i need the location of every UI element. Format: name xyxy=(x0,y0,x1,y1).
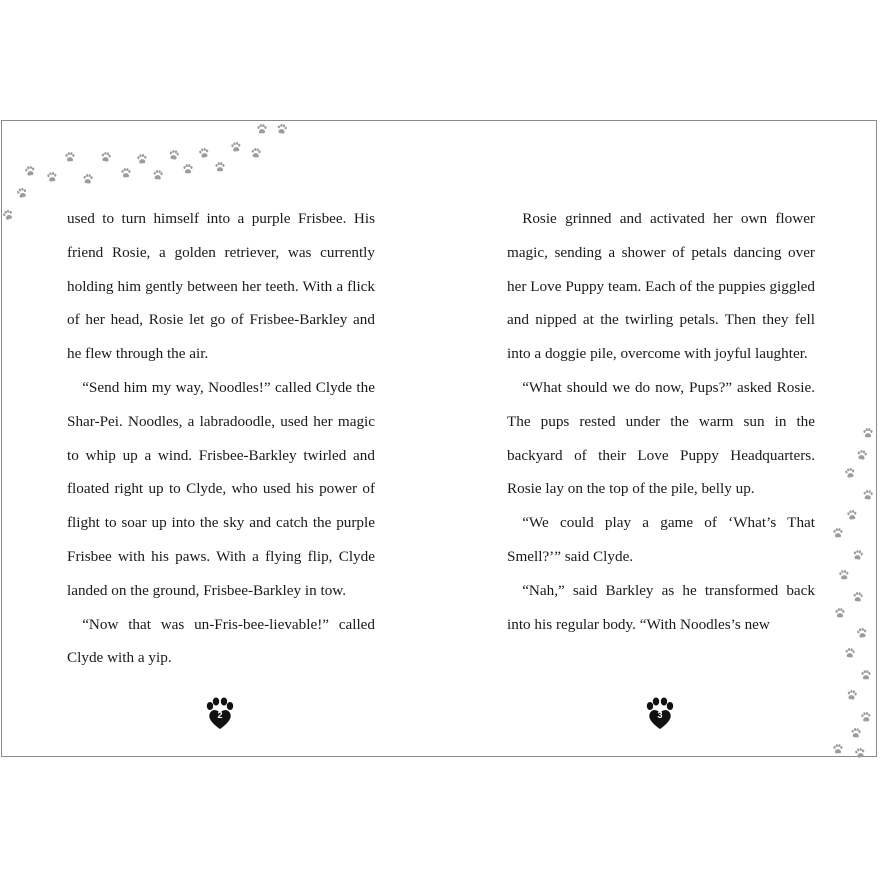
paw-print-icon xyxy=(832,743,844,755)
paw-print-icon xyxy=(855,448,869,462)
paw-print-icon xyxy=(845,508,858,521)
paw-print-icon xyxy=(249,146,262,159)
paw-print-icon xyxy=(64,151,76,163)
paw-print-icon xyxy=(837,568,850,581)
paw-print-icon xyxy=(859,710,872,723)
paw-print-icon xyxy=(834,607,846,619)
paw-print-icon xyxy=(849,726,862,739)
left-page-text xyxy=(67,202,375,675)
paw-print-icon xyxy=(275,122,289,136)
paw-print-icon xyxy=(843,646,856,659)
paragraph: “Nah,” said Barkley as he transformed back into his regular body. “With Noodles’s new xyxy=(507,581,815,633)
right-page-text xyxy=(507,202,815,641)
paragraph: “We could play a game of ‘What’s That Smell?’” said Clyde. xyxy=(507,514,815,565)
paragraph: “Send him my way, Noodles!” called Clyde the Shar-Pei. Noodles, a labradoodle, used her magic to whip up a wind. Frisbee-Barkley twirled and floated right up to Clyde, who used his power of flight to soar up into the sky and catch the purple Frisbee with his paws. With a flying flip, Clyde landed on the ground, Frisbee-Barkley in tow. xyxy=(67,378,375,599)
paw-print-icon xyxy=(845,688,859,702)
paw-print-icon xyxy=(855,626,869,640)
page-number: 3 xyxy=(657,710,663,720)
paw-print-icon xyxy=(15,186,30,201)
paw-print-icon xyxy=(851,548,865,562)
paragraph: used to turn himself into a purple Frisbee. His friend Rosie, a golden retriever, was currently holding him gently between her teeth. With a flick of her head, Rosie let go of Frisbee-Barkley and he flew through the air. xyxy=(67,210,375,363)
book-spread xyxy=(1,120,877,757)
page-number: 2 xyxy=(217,710,223,720)
paw-print-icon xyxy=(120,167,132,179)
paw-print-icon xyxy=(81,172,94,185)
paw-print-icon xyxy=(167,148,181,162)
paw-print-icon xyxy=(853,746,867,760)
paw-print-icon xyxy=(182,163,194,175)
paw-print-icon xyxy=(135,152,148,165)
page-number-left xyxy=(204,697,236,731)
paw-print-icon xyxy=(214,161,226,173)
paw-print-icon xyxy=(229,140,242,153)
paw-print-icon xyxy=(862,427,874,439)
paw-print-icon xyxy=(256,123,268,135)
page-number-right xyxy=(644,697,676,731)
paw-print-icon xyxy=(23,164,37,178)
paw-print-icon xyxy=(832,527,844,539)
paragraph: “Now that was un-Fris-bee-lievable!” called Clyde with a yip. xyxy=(67,615,375,667)
paw-print-icon xyxy=(860,669,872,681)
paw-print-icon xyxy=(197,146,211,160)
paw-print-icon xyxy=(151,168,164,181)
paragraph: “What should we do now, Pups?” asked Rosie. The pups rested under the warm sun in the backyard of their Love Puppy Headquarters. Rosie lay on the top of the pile, belly up. xyxy=(507,378,815,498)
paw-print-icon xyxy=(861,488,874,501)
paw-print-icon xyxy=(45,170,58,183)
paw-print-icon xyxy=(851,590,864,603)
paw-print-icon xyxy=(843,466,857,480)
paw-print-icon xyxy=(0,207,15,222)
paw-print-icon xyxy=(99,150,113,164)
paragraph: Rosie grinned and activated her own flower magic, sending a shower of petals dancing over her Love Puppy team. Each of the puppies giggled and nipped at the twirling petals. Then they fell into a doggie pile, overcome with joyful laughter. xyxy=(507,210,815,363)
